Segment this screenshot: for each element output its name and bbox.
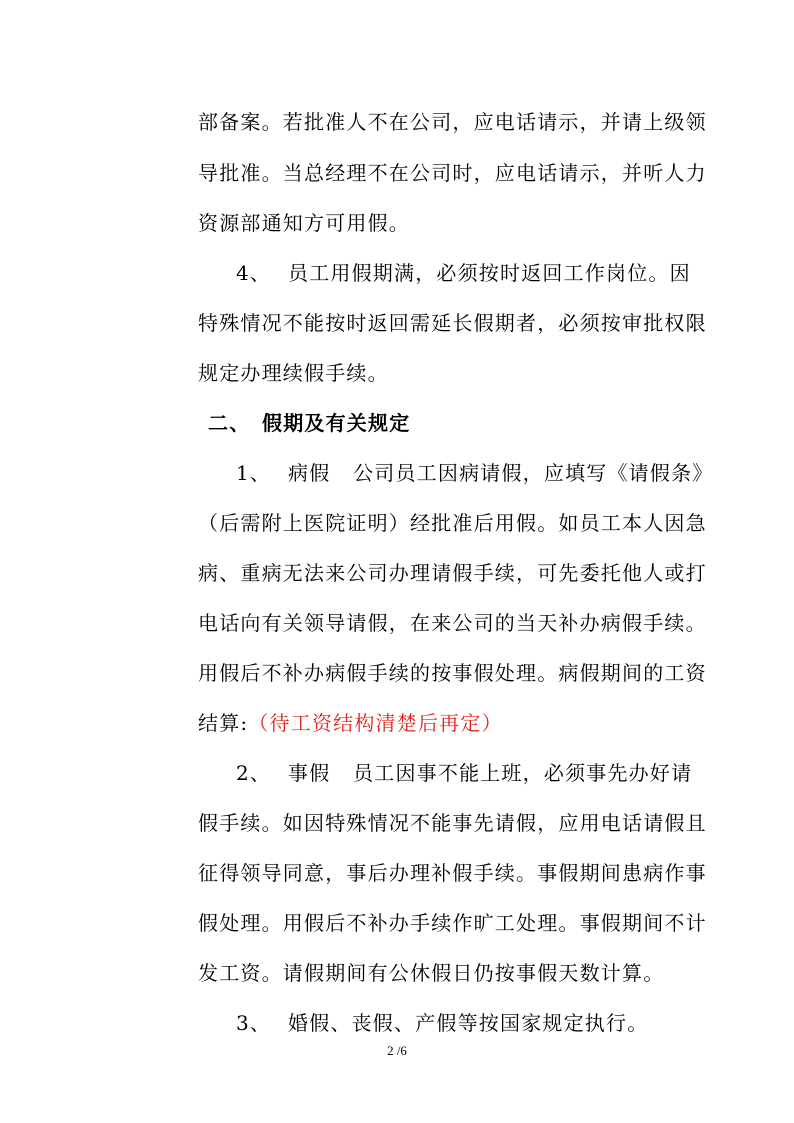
item-2-number: 2、	[236, 761, 272, 785]
paragraph-1-line-2: 导批准。当总经理不在公司时，应电话请示，并听人力	[198, 161, 707, 185]
item-2-line-5: 发工资。请假期间有公休假日仍按事假天数计算。	[198, 961, 665, 985]
item-4-line-1	[236, 258, 691, 288]
paragraph-1-line-1: 部备案。若批准人不在公司，应电话请示，并请上级领	[198, 110, 707, 134]
item-1-line-1	[236, 458, 713, 488]
section-2-number: 二、	[208, 411, 251, 435]
item-2-line-4: 假处理。用假后不补办手续作旷工处理。事假期间不计	[198, 911, 707, 935]
item-4-text: 员工用假期满，必须按时返回工作岗位。因	[288, 261, 691, 285]
pending-note: （待工资结构清楚后再定）	[248, 711, 503, 735]
item-1-text: 病假 公司员工因病请假，应填写《请假条》	[288, 461, 714, 485]
item-1-line-5: 用假后不补办病假手续的按事假处理。病假期间的工资	[198, 661, 707, 685]
section-2-title: 假期及有关规定	[262, 411, 411, 435]
item-2-text: 事假 员工因事不能上班，必须事先办好请	[288, 761, 693, 785]
item-3-text: 婚假、丧假、产假等按国家规定执行。	[288, 1011, 649, 1035]
item-1-line-4: 电话向有关领导请假，在来公司的当天补办病假手续。	[198, 611, 707, 635]
item-2-line-2: 假手续。如因特殊情况不能事先请假，应用电话请假且	[198, 811, 707, 835]
item-4-line-2: 特殊情况不能按时返回需延长假期者，必须按审批权限	[198, 311, 707, 335]
item-4-line-3: 规定办理续假手续。	[198, 361, 389, 385]
item-4-number: 4、	[236, 261, 272, 285]
item-1-line-6	[198, 708, 503, 738]
item-1-number: 1、	[236, 461, 272, 485]
item-3-number: 3、	[236, 1011, 272, 1035]
item-1-line-2: （后需附上医院证明）经批准后用假。如员工本人因急	[198, 511, 707, 535]
item-1-line-6-prefix: 结算:	[198, 711, 249, 735]
item-3-line-1	[236, 1008, 648, 1038]
page-number: 2 /6	[387, 1043, 407, 1058]
paragraph-1-line-3: 资源部通知方可用假。	[198, 211, 410, 235]
item-2-line-1	[236, 758, 692, 788]
section-2-heading	[208, 408, 410, 438]
item-1-line-3: 病、重病无法来公司办理请假手续，可先委托他人或打	[198, 561, 707, 585]
item-2-line-3: 征得领导同意，事后办理补假手续。事假期间患病作事	[198, 861, 707, 885]
